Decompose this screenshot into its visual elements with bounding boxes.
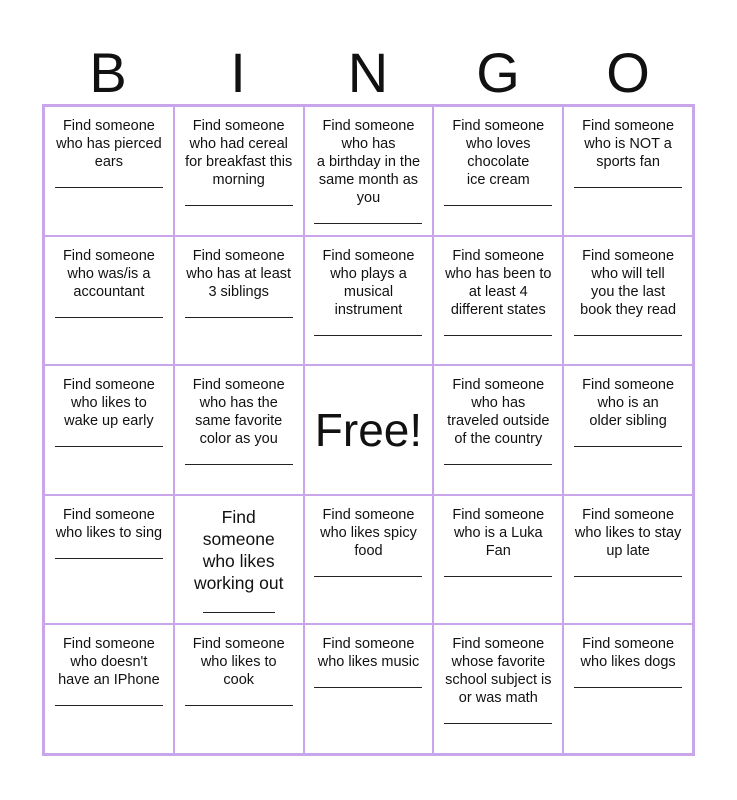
cell-prompt: Find someone who has a birthday in the same month as you bbox=[316, 118, 421, 206]
cell-prompt: Find someone who has traveled outside of the country bbox=[447, 377, 550, 448]
cell-prompt: Find someone who is a Luka Fan bbox=[452, 506, 545, 559]
signature-line bbox=[444, 464, 552, 465]
cell-prompt: Find someone who has the same favorite color as you bbox=[192, 377, 285, 448]
header-letter-i: I bbox=[230, 41, 246, 104]
signature-line bbox=[574, 446, 682, 447]
cell-prompt: Find someone who likes dogs bbox=[580, 636, 676, 671]
signature-line bbox=[444, 335, 552, 336]
bingo-cell bbox=[174, 236, 304, 366]
signature-line bbox=[55, 446, 163, 447]
header-letter-b: B bbox=[89, 41, 127, 104]
bingo-cell bbox=[433, 365, 563, 495]
signature-line bbox=[55, 187, 163, 188]
signature-line bbox=[55, 558, 163, 559]
bingo-cell bbox=[433, 624, 563, 754]
bingo-cell bbox=[304, 495, 434, 625]
signature-line bbox=[314, 335, 422, 336]
cell-prompt: Find someone who likes spicy food bbox=[320, 506, 417, 559]
signature-line bbox=[185, 317, 293, 318]
bingo-cell bbox=[44, 236, 174, 366]
signature-line bbox=[314, 576, 422, 577]
cell-prompt: Find someone who likes to cook bbox=[192, 636, 285, 689]
signature-line bbox=[185, 205, 293, 206]
cell-prompt: Find someone who likes to stay up late bbox=[574, 506, 682, 559]
signature-line bbox=[574, 335, 682, 336]
cell-prompt: Find someone who has at least 3 siblings bbox=[186, 247, 292, 300]
bingo-cell bbox=[433, 236, 563, 366]
cell-prompt: Find someone who doesn't have an IPhone bbox=[58, 636, 160, 689]
cell-prompt: Find someone who was/is a accountant bbox=[62, 247, 155, 300]
bingo-cell bbox=[433, 495, 563, 625]
signature-line bbox=[444, 205, 552, 206]
cell-prompt: Find someone who is NOT a sports fan bbox=[582, 118, 675, 170]
cell-prompt: Find someone who had cereal for breakfast this morning bbox=[185, 118, 293, 188]
bingo-cell bbox=[433, 106, 563, 236]
header-letter-g: G bbox=[476, 41, 520, 104]
header-letter-o: O bbox=[606, 41, 650, 104]
bingo-cell bbox=[563, 106, 693, 236]
signature-line bbox=[314, 223, 422, 224]
bingo-cell bbox=[304, 624, 434, 754]
cell-prompt: Find someone whose favorite school subject is or was math bbox=[445, 636, 552, 707]
bingo-cell bbox=[174, 624, 304, 754]
signature-line bbox=[444, 723, 552, 724]
cell-prompt: Find someone who likes working out bbox=[193, 506, 284, 593]
cell-prompt: Find someone who likes to wake up early bbox=[62, 377, 155, 430]
signature-line bbox=[55, 317, 163, 318]
bingo-cell bbox=[563, 624, 693, 754]
signature-line bbox=[574, 187, 682, 188]
signature-line bbox=[185, 464, 293, 465]
bingo-cell bbox=[304, 236, 434, 366]
bingo-cell bbox=[304, 106, 434, 236]
bingo-cell bbox=[174, 365, 304, 495]
bingo-cell bbox=[44, 365, 174, 495]
bingo-cell bbox=[174, 106, 304, 236]
signature-line bbox=[185, 705, 293, 706]
bingo-cell bbox=[563, 495, 693, 625]
cell-prompt: Find someone who plays a musical instrument bbox=[322, 247, 415, 318]
free-space-cell bbox=[304, 365, 434, 495]
bingo-cell bbox=[563, 365, 693, 495]
free-space-label: Free! bbox=[314, 403, 423, 456]
bingo-header bbox=[43, 40, 693, 106]
signature-line bbox=[55, 705, 163, 706]
signature-line bbox=[203, 612, 275, 613]
cell-prompt: Find someone who has pierced ears bbox=[56, 118, 162, 170]
bingo-cell bbox=[563, 236, 693, 366]
cell-prompt: Find someone who is an older sibling bbox=[582, 377, 675, 430]
bingo-cell bbox=[174, 495, 304, 625]
header-letter-n: N bbox=[347, 41, 389, 104]
cell-prompt: Find someone who loves chocolate ice cream bbox=[452, 118, 545, 188]
bingo-grid bbox=[42, 104, 695, 756]
cell-prompt: Find someone who has been to at least 4 different states bbox=[445, 247, 552, 318]
signature-line bbox=[574, 687, 682, 688]
cell-prompt: Find someone who will tell you the last book they read bbox=[580, 247, 677, 318]
bingo-cell bbox=[44, 624, 174, 754]
bingo-cell bbox=[44, 495, 174, 625]
signature-line bbox=[444, 576, 552, 577]
signature-line bbox=[314, 687, 422, 688]
cell-prompt: Find someone who likes music bbox=[317, 636, 420, 671]
signature-line bbox=[574, 576, 682, 577]
bingo-cell bbox=[44, 106, 174, 236]
cell-prompt: Find someone who likes to sing bbox=[55, 506, 163, 541]
